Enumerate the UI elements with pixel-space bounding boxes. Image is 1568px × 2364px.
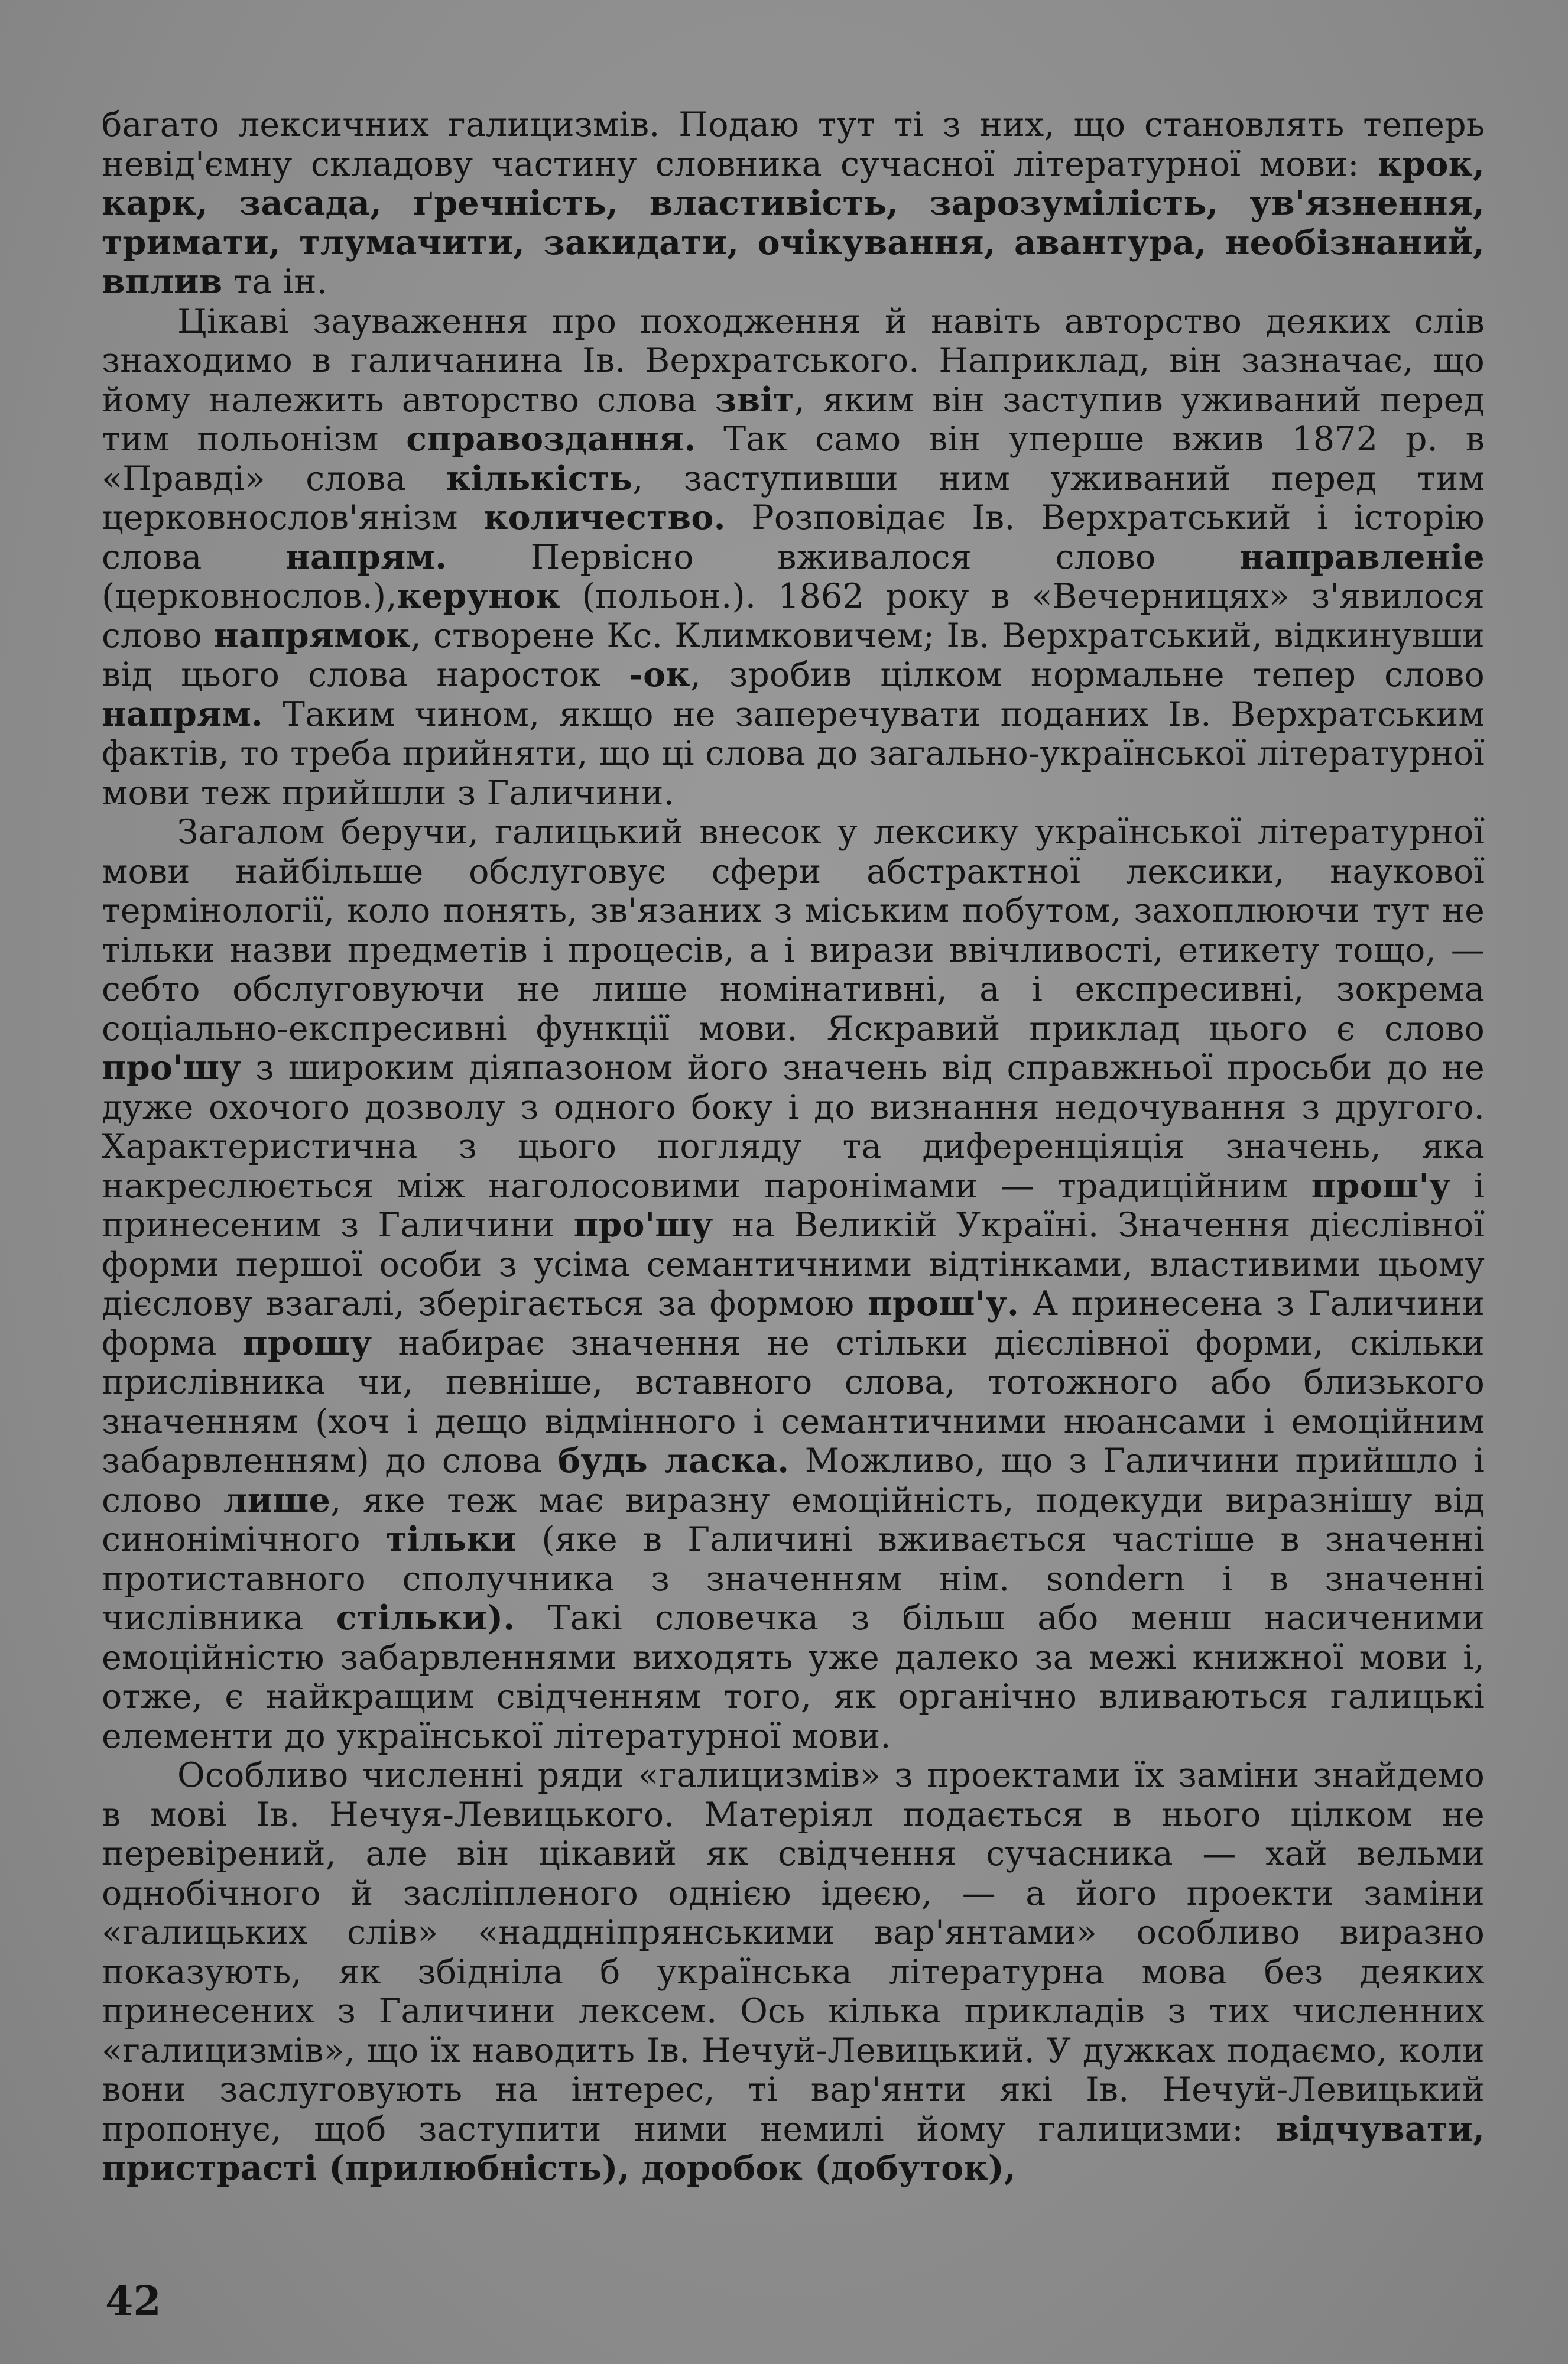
text-run: , заступивши ним уживаний перед тим церковнослов'янізм (102, 459, 1485, 537)
text-run: Таким чином, якщо не заперечувати поданих Ів. Верхратським фактів, то треба прийняти, що ці слова до загально-української літературної мови теж прийшли з Галичини. (102, 694, 1485, 813)
text-run: і принесеним з Галичини (102, 1166, 1485, 1245)
paragraph (102, 813, 1485, 1756)
text-run: Цікаві зауваження про походження й навіть авторство деяких слів знаходимо в галичанина Ів. Верхратського. Наприклад, він зазначає, що йому належить авторство слова (102, 301, 1485, 420)
text-run: Так само він уперше вжив 1872 р. в «Правді» слова (102, 420, 1485, 498)
bold-term: лише (223, 1480, 331, 1520)
bold-term: будь ласка. (558, 1441, 790, 1480)
text-run: багато лексичних галицизмів. Подаю тут ті з них, що становлять теперь невід'ємну складову частину словника сучасної літературної мови: (102, 105, 1485, 184)
bold-term: стільки). (336, 1598, 515, 1638)
paragraph (102, 302, 1485, 813)
bold-term: тільки (385, 1519, 517, 1559)
bold-term: звіт (715, 379, 794, 420)
text-run: та ін. (222, 262, 327, 301)
bold-term: про'шу (102, 1048, 241, 1087)
bold-term: напрямок (213, 615, 411, 655)
bold-term: прош'у. (868, 1284, 1020, 1323)
bold-term: про'шу (573, 1205, 713, 1245)
bold-term: -ок (629, 655, 690, 694)
text-run: , яким він заступив уживаний перед тим польонізм (102, 380, 1485, 459)
bold-term: відчувати, пристрасті (прилюбність), доробок (добуток), (102, 2109, 1485, 2188)
text-run: Такі словечка з більш або менш насиченими емоційністю забарвленнями виходять уже далеко за межі книжної мови і, отже, є найкращим свідченням того, як органічно вливаються галицькі елементи до української літературної мови. (102, 1599, 1485, 1756)
bold-term: крок, карк, засада, ґречність, властивість, зарозумілість, ув'язнення, тримати, тлумачити, закидати, очікування, авантура, необізнаний, вплив (102, 144, 1485, 301)
bold-term: количество. (483, 498, 726, 537)
text-run: (яке в Галичині вживається частіше в значенні протиставного сполучника з значенням нім. sondern і в значенні числівника (102, 1520, 1485, 1638)
text-run: набирає значення не стільки дієслівної форми, скільки прислівника чи, певніше, вставного слова, тотожного або близького значенням (хоч і дещо відмінного і семантичними нюансами і емоційним забарвленням) до слова (102, 1323, 1485, 1480)
text-run: з широким діяпазоном його значень від справжньої просьби до не дуже охочого дозволу з одного боку і до визнання недочування з другого. Характеристична з цього погляду та диференціяція значень, яка накреслюється між наголосовими паронімами — традиційним (102, 1048, 1485, 1206)
bold-term: справоздання. (406, 419, 696, 459)
text-run: (церковнослов.), (102, 577, 397, 616)
text-run: , зробив цілком нормальне тепер слово (690, 655, 1485, 694)
text-run: Особливо численні ряди «галицизмів» з проектами їх заміни знайдемо в мові Ів. Нечуя-Левицького. Матеріял подається в нього цілком не перевірений, але він цікавий як свідчення сучасника — хай вельми однобічного й засліпленого однією ідеєю, — а його проекти заміни «галицьких слів» «наддніпрянськими вар'янтами» особливо виразно показують, як збідніла б українська літературна мова без деяких принесених з Галичини лексем. Ось кілька прикладів з тих численних «галицизмів», що їх наводить Ів. Нечуй-Левицький. У дужках подаємо, коли вони заслуговують на інтерес, ті вар'янти які Ів. Нечуй-Левицький пропонує, щоб заступити ними немилі йому галицизми: (102, 1756, 1485, 2149)
text-run: Загалом беручи, галицький внесок у лексику української літературної мови найбільше обслуговує сфери абстрактної лексики, наукової термінології, коло понять, зв'язаних з міським побутом, захоплюючи тут не тільки назви предметів і процесів, а і вирази ввічливості, етикету тощо, — себто обслуговуючи не лише номінативні, а і експресивні, зокрема соціально-експресивні функції мови. Яскравий приклад цього є слово (102, 813, 1485, 1048)
paragraph (102, 105, 1485, 302)
text-run: на Великій Україні. Значення дієслівної форми першої особи з усіма семантичними відтінками, властивими цьому дієслову взагалі, зберігається за формою (102, 1206, 1485, 1323)
bold-term: напрям. (102, 694, 264, 734)
text-run: Первісно вживалося слово (447, 537, 1239, 577)
text-run: А принесена з Галичини форма (102, 1284, 1485, 1363)
bold-term: керунок (397, 576, 560, 616)
bold-term: напрям. (285, 537, 447, 577)
text-run: Розповідає Ів. Верхратський і історію слова (102, 498, 1485, 577)
bold-term: прош'у (1311, 1165, 1451, 1206)
paragraph (102, 1756, 1485, 2188)
page-number: 42 (105, 2278, 161, 2325)
text-run: (польон.). 1862 року в «Вечерницях» з'явилося слово (102, 577, 1485, 655)
bold-term: кількість (446, 458, 633, 498)
text-run: Можливо, що з Галичини прийшло і слово (102, 1441, 1485, 1520)
bold-term: прошу (242, 1323, 372, 1363)
text-run: , яке теж має виразну емоційність, подекуди виразнішу від синонімічного (102, 1480, 1485, 1559)
bold-term: направленіе (1239, 537, 1485, 577)
text-run: , створене Кс. Климковичем; Ів. Верхратський, відкинувши від цього слова наросток (102, 616, 1485, 694)
body-text (102, 105, 1485, 2188)
